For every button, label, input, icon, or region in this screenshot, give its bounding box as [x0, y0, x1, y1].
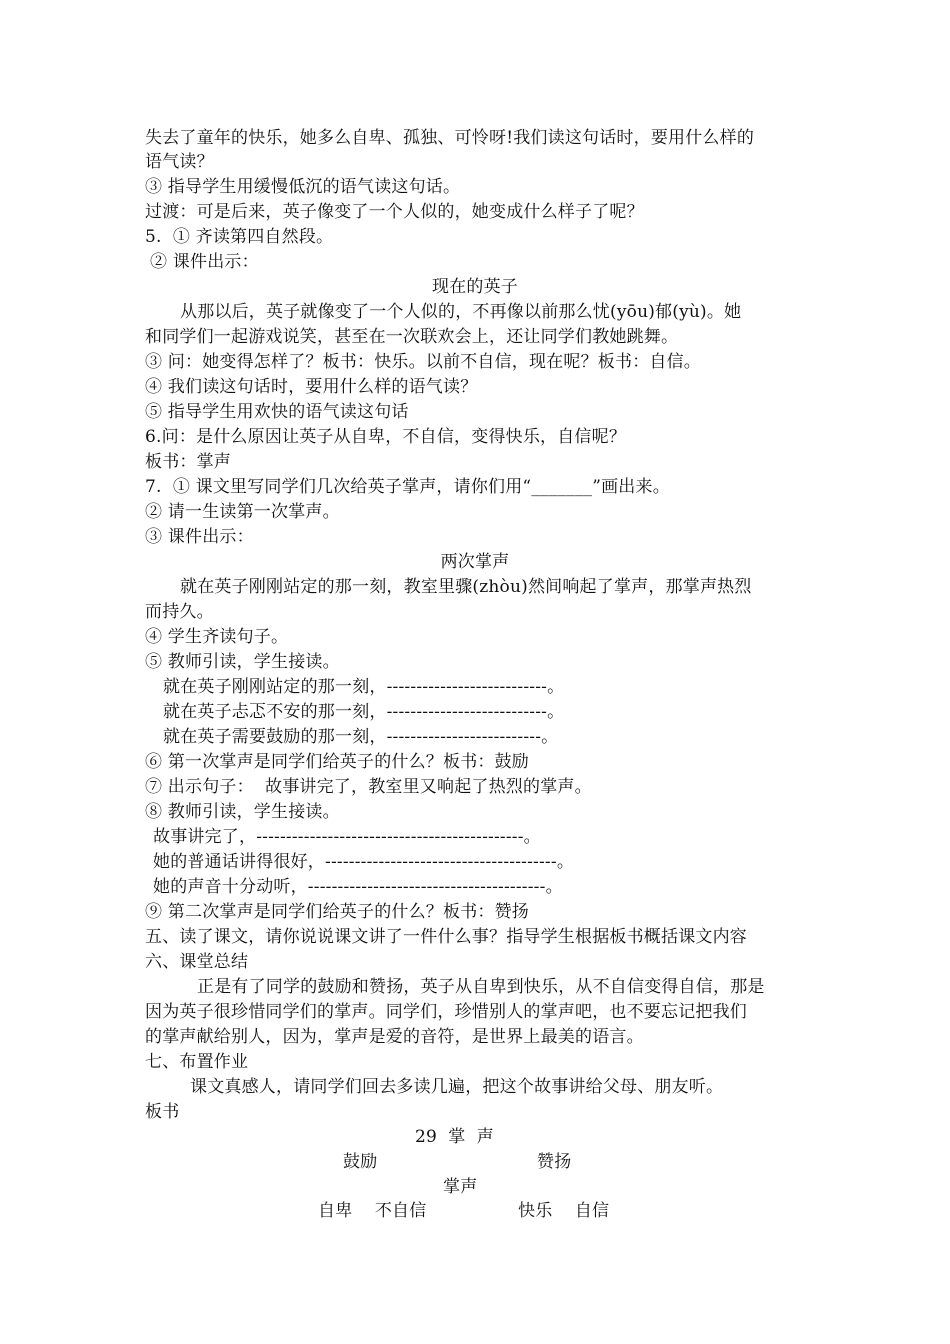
text-line: 而持久。: [145, 602, 214, 622]
text-line: ⑥ 第一次掌声是同学们给英子的什么？板书：鼓励: [145, 752, 530, 772]
text-line: 板书：掌声: [145, 452, 231, 472]
text-line: 的掌声献给别人，因为，掌声是爱的音符，是世界上最美的语言。: [145, 1027, 644, 1047]
text-line: 七、布置作业: [145, 1052, 249, 1072]
text-line: 六、课堂总结: [145, 952, 249, 972]
board-center: 掌声: [443, 1177, 478, 1197]
board-title: 29 掌 声: [415, 1127, 494, 1147]
board-right-top: 赞扬: [537, 1152, 572, 1172]
text-line: 就在英子刚刚站定的那一刻，---------------------------。: [163, 677, 565, 697]
text-line: 她的声音十分动听，----------------------------------------。: [153, 877, 563, 897]
text-line: ⑦ 出示句子： 故事讲完了，教室里又响起了热烈的掌声。: [145, 777, 592, 797]
text-line: ⑨ 第二次掌声是同学们给英子的什么？板书：赞扬: [145, 902, 530, 922]
text-line: ④ 学生齐读句子。: [145, 627, 289, 647]
text-line: 课文真感人，请同学们回去多读几遍，把这个故事讲给父母、朋友听。: [190, 1077, 724, 1097]
text-line: ② 课件出示：: [150, 252, 259, 272]
text-line: 从那以后，英子就像变了一个人似的，不再像以前那么忧(yōu)郁(yù)。她: [180, 302, 742, 322]
text-line: 过渡：可是后来，英子像变了一个人似的，她变成什么样子了呢？: [145, 202, 644, 222]
text-line: 5. ① 齐读第四自然段。: [145, 227, 334, 247]
text-line: 因为英子很珍惜同学们的掌声。同学们，珍惜别人的掌声吧，也不要忘记把我们: [145, 1002, 747, 1022]
text-line: ⑤ 教师引读，学生接读。: [145, 652, 340, 672]
text-line: 就在英子忐忑不安的那一刻，---------------------------。: [163, 702, 565, 722]
text-line: 她的普通话讲得很好，---------------------------------------。: [153, 852, 575, 872]
text-line: ③ 问：她变得怎样了？板书：快乐。以前不自信，现在呢？板书：自信。: [145, 352, 702, 372]
text-line: 7. ① 课文里写同学们几次给英子掌声，请你们用“_______”画出来。: [145, 477, 670, 497]
section-heading: 现在的英子: [432, 277, 518, 297]
text-line: 正是有了同学的鼓励和赞扬，英子从自卑到快乐，从不自信变得自信，那是: [197, 977, 765, 997]
text-line: 五、读了课文，请你说说课文讲了一件什么事？指导学生根据板书概括课文内容: [145, 927, 747, 947]
board-right-bottom: 快乐 自信: [518, 1201, 610, 1221]
text-line: ⑧ 教师引读，学生接读。: [145, 802, 340, 822]
text-line: 6.问：是什么原因让英子从自卑，不自信，变得快乐，自信呢？: [145, 427, 627, 447]
text-line: 失去了童年的快乐，她多么自卑、孤独、可怜呀!我们读这句话时，要用什么样的: [145, 128, 755, 148]
board-left-bottom: 自卑 不自信: [318, 1201, 427, 1221]
text-line: 就在英子需要鼓励的那一刻，--------------------------。: [163, 727, 559, 747]
text-line: ④ 我们读这句话时，要用什么样的语气读？: [145, 377, 478, 397]
text-line: 语气读？: [145, 152, 214, 172]
board-left-top: 鼓励: [343, 1152, 378, 1172]
text-line: ⑤ 指导学生用欢快的语气读这句话: [145, 402, 409, 422]
text-line: ② 请一生读第一次掌声。: [145, 502, 340, 522]
text-line: ③ 指导学生用缓慢低沉的语气读这句话。: [145, 177, 461, 197]
text-line: 故事讲完了，---------------------------------------------。: [153, 827, 541, 847]
section-heading: 两次掌声: [440, 552, 510, 572]
text-line: 和同学们一起游戏说笑，甚至在一次联欢会上，还让同学们教她跳舞。: [145, 327, 679, 347]
text-line: 板书: [145, 1102, 180, 1122]
text-line: 就在英子刚刚站定的那一刻，教室里骤(zhòu)然间响起了掌声，那掌声热烈: [180, 577, 752, 597]
text-line: ③ 课件出示：: [145, 527, 254, 547]
